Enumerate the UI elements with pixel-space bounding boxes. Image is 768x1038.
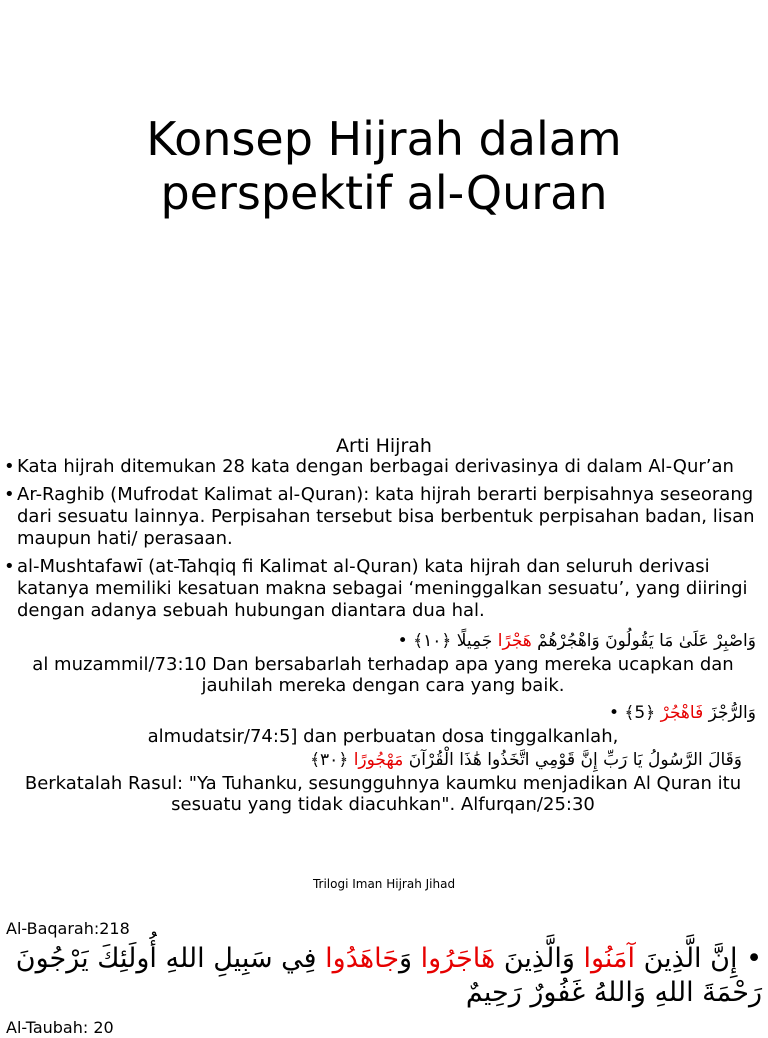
verse-translation-2: almudatsir/74:5] dan perbuatan dosa tinggalkanlah, [147, 726, 619, 747]
bullet-item [4, 456, 762, 478]
highlight-word: آمَنُوا [583, 943, 635, 974]
bullet-dot: • [4, 456, 15, 477]
bullet-text: al-Mushtafawī (at-Tahqiq fi Kalimat al-Quran) kata hijrah dan seluruh derivasi katanya memiliki kesatuan makna sebagai ‘meninggalkan sesuatu’, yang diiringi dengan adanya sebuah hubungan diantara dua hal. [17, 556, 748, 621]
verse-reference: Al-Baqarah:218 [6, 919, 130, 938]
verse-translation-1: al muzammil/73:10 Dan bersabarlah terhadap apa yang mereka ucapkan dan jauhilah mereka dengan cara yang baik. [32, 654, 734, 696]
verse-arabic-3: وَقَالَ الرَّسُولُ يَا رَبِّ إِنَّ قَوْمِي اتَّخَذُوا هَٰذَا الْقُرْآنَ مَهْجُورًا ﴿٣٠﴾ [310, 750, 742, 770]
bullet-dot: • [4, 556, 15, 577]
bullet-item [4, 484, 762, 550]
verse-bullet: • [608, 703, 619, 723]
highlight-word: جَاهَدُوا [325, 943, 400, 974]
bullet-text: Ar-Raghib (Mufrodat Kalimat al-Quran): kata hijrah berarti berpisahnya seseorang dari sesuatu lainnya. Perpisahan tersebut bisa berbentuk perpisahan badan, lisan maupun hati/ perasaan. [17, 484, 755, 549]
verse-translation-3: Berkatalah Rasul: "Ya Tuhanku, sesungguhnya kaumku menjadikan Al Quran itu sesuatu yang tidak diacuhkan". Alfurqan/25:30 [24, 773, 742, 815]
bullet-item [4, 556, 762, 622]
title-line-1: Konsep Hijrah dalam [146, 112, 622, 166]
verse-arabic-2: وَالرُّجْزَ فَاهْجُرْ ﴿5﴾ • [608, 703, 756, 723]
slide-title-heading [0, 112, 768, 220]
verse-arabic-1: وَاصْبِرْ عَلَىٰ مَا يَقُولُونَ وَاهْجُرْهُمْ هَجْرًا جَمِيلًا ﴿١٠﴾ • [397, 631, 756, 651]
verse-arabic-baqarah: • إِنَّ الَّذِينَ آمَنُوا وَالَّذِينَ هَاجَرُوا وَجَاهَدُوا فِي سَبِيلِ اللهِ أُولَئِكَ يَرْجُونَ رَحْمَةَ اللهِ وَاللهُ غَفُورٌ رَحِيمٌ [15, 943, 762, 1008]
verse-bullet: • [746, 943, 762, 974]
slide-arti-hijrah [0, 432, 768, 866]
highlight-word: هَاجَرُوا [420, 943, 496, 974]
verse-bullet: • [397, 631, 408, 651]
slide-2-body [4, 456, 762, 815]
slide-title [0, 0, 768, 432]
slide-3-title: Trilogi Iman Hijrah Jihad [312, 877, 456, 891]
highlight-word: هَجْرًا [497, 631, 532, 651]
highlight-word: مَهْجُورًا [353, 750, 404, 770]
bullet-dot: • [4, 484, 15, 505]
bullet-text: Kata hijrah ditemukan 28 kata dengan berbagai derivasinya di dalam Al-Qur’an [17, 456, 734, 477]
verse-reference-2: Al-Taubah: 20 [6, 1018, 114, 1037]
slide-trilogi [0, 866, 768, 1037]
slide-2-title: Arti Hijrah [336, 435, 432, 457]
title-line-2: perspektif al-Quran [160, 166, 608, 220]
highlight-word: فَاهْجُرْ [660, 703, 704, 723]
